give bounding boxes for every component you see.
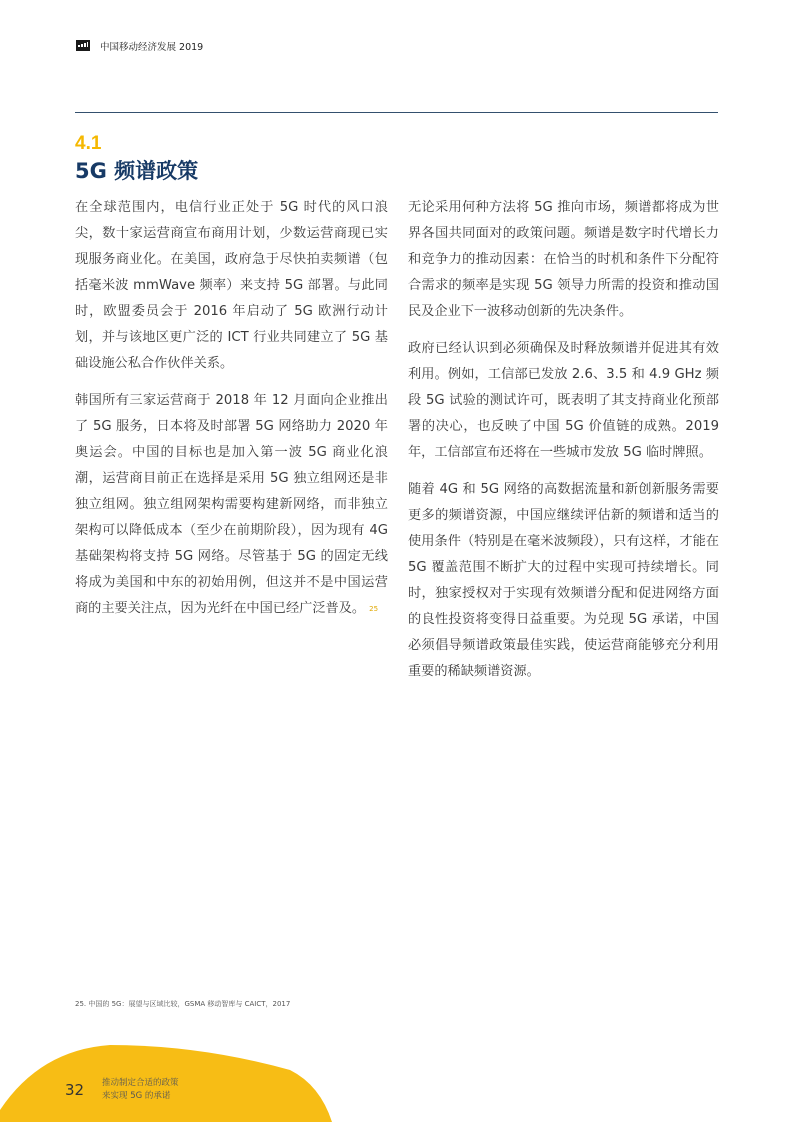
paragraph xyxy=(75,388,388,622)
paragraph-text: 韩国所有三家运营商于 2018 年 12 月面向企业推出了 5G 服务，日本将及时部署 5G 网络助力 2020 年奥运会。中国的目标也是加入第一波 5G 商业化浪潮，运营商目前正在选择是采用 5G 独立组网还是非独立组网。独立组网架构需要构建新网络，而非独立架构可以降低成本（至少在前期阶段），因为现有 4G 基础架构将支持 5G 网络。尽管基于 5G 的固定无线将成为美国和中东的初始用例，但这并不是中国运营商的主要关注点，因为光纤在中国已经广泛普及。 xyxy=(75,393,388,616)
chapter-title-line: 推动制定合适的政策 xyxy=(102,1078,179,1088)
section-title: 5G 频谱政策 xyxy=(75,159,199,183)
paragraph: 无论采用何种方法将 5G 推向市场，频谱都将成为世界各国共同面对的政策问题。频谱是数字时代增长力和竞争力的推动因素：在恰当的时机和条件下分配符合需求的频率是实现 5G 领导力所需的投资和推动国民及企业下一波移动创新的先决条件。 xyxy=(408,200,719,319)
paragraph: 在全球范围内，电信行业正处于 5G 时代的风口浪尖，数十家运营商宣布商用计划，少数运营商现已实现服务商业化。在美国，政府急于尽快拍卖频谱（包括毫米波 mmWave 频率）来支持 5G 部署。与此同时，欧盟委员会于 2016 年启动了 5G 欧洲行动计划，并与该地区更广泛的 ICT 行业共同建立了 5G 基础设施公私合作伙伴关系。 xyxy=(75,200,388,371)
left-column xyxy=(75,195,388,633)
footer-accent-shape xyxy=(0,1040,400,1122)
chapter-title-line: 来实现 5G 的承诺 xyxy=(102,1091,171,1101)
running-header: 中国移动经济发展 2019 xyxy=(100,42,204,53)
footnote-reference[interactable]: 25 xyxy=(369,605,379,613)
right-column xyxy=(408,195,719,696)
section-number: 4.1 xyxy=(75,133,102,154)
paragraph: 随着 4G 和 5G 网络的高数据流量和新创新服务需要更多的频谱资源，中国应继续评估新的频谱和适当的使用条件（特别是在毫米波频段），只有这样，才能在 5G 覆盖范围不断扩大的过程中实现可持续增长。同时，独家授权对于实现有效频谱分配和促进网络方面的良性投资将变得日益重要。为兑现 5G 承诺，中国必须倡导频谱政策最佳实践，使运营商能够充分利用重要的稀缺频谱资源。 xyxy=(408,482,719,679)
header-divider xyxy=(75,112,718,113)
paragraph: 政府已经认识到必须确保及时释放频谱并促进其有效利用。例如，工信部已发放 2.6、3.5 和 4.9 GHz 频段 5G 试验的测试许可，既表明了其支持商业化预部署的决心，也反映了中国 5G 价值链的成熟。2019 年，工信部宣布还将在一些城市发放 5G 临时牌照。 xyxy=(408,341,719,460)
chapter-title xyxy=(102,1077,179,1103)
page-number: 32 xyxy=(65,1081,85,1099)
footnote: 25. 中国的 5G：展望与区域比较，GSMA 移动智库与 CAICT，2017 xyxy=(75,1000,291,1008)
gsma-logo-icon xyxy=(76,40,90,51)
